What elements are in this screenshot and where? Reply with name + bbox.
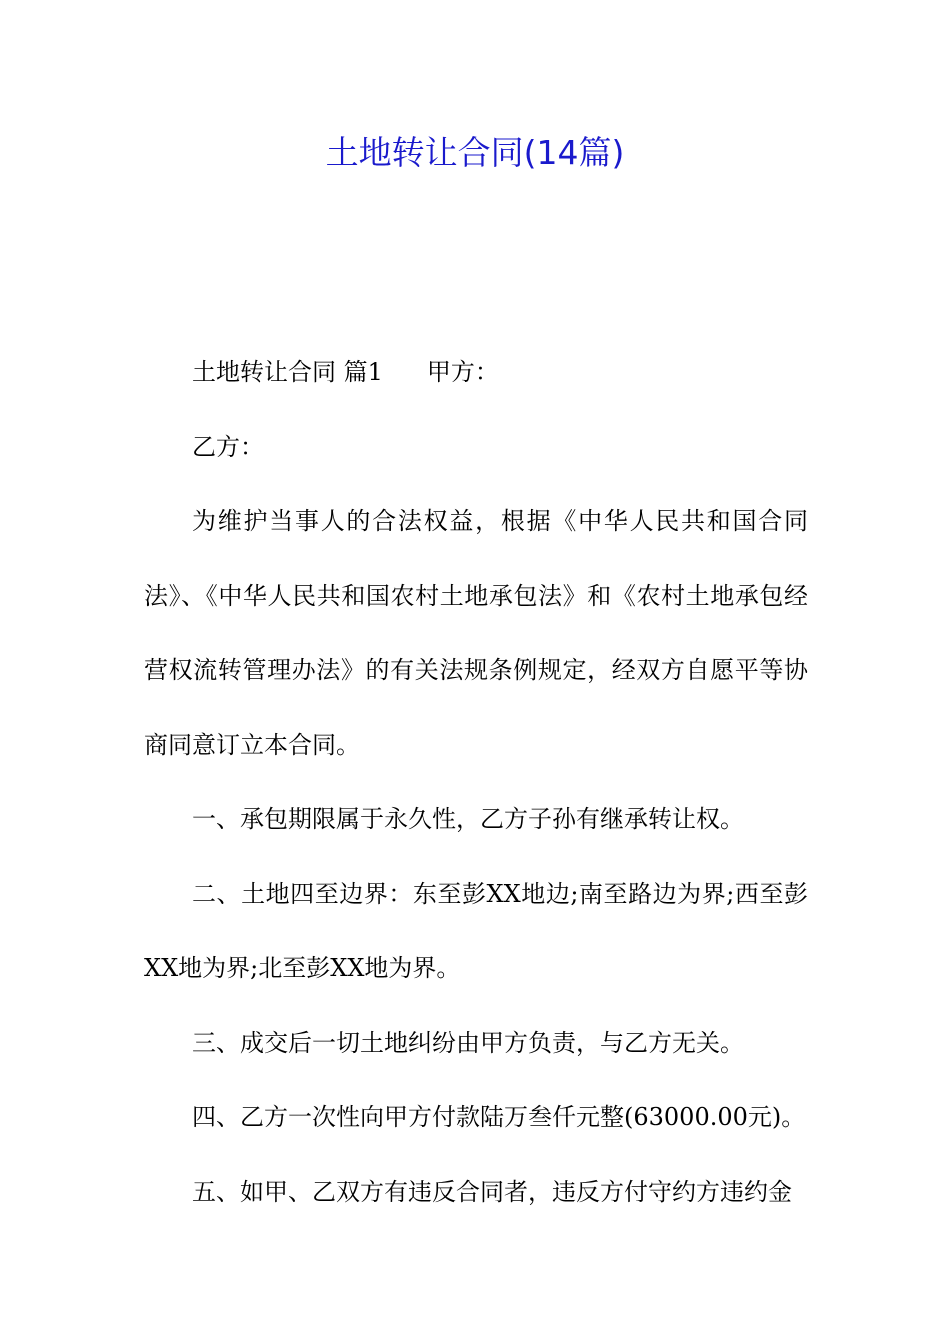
document-title: 土地转让合同(14篇) — [325, 133, 625, 172]
party-b-label: 乙方： — [192, 432, 264, 461]
party-a-label: 甲方： — [426, 358, 499, 386]
heading-line — [144, 335, 808, 410]
paragraph-clause-3: 三、成交后一切土地纠纷由甲方负责，与乙方无关。 — [192, 1028, 744, 1057]
paragraph-preamble: 为维护当事人的合法权益，根据《中华人民共和国合同法》、《中华人民共和国农村土地承包法》和《农村土地承包经营权流转管理办法》的有关法规条例规定，经双方自愿平等协商同意订立本合同。 — [144, 507, 808, 759]
paragraph-clause-5: 五、如甲、乙双方有违反合同者，违反方付守约方违约金 — [192, 1177, 792, 1206]
paragraph-clause-4: 四、乙方一次性向甲方付款陆万叁仟元整(63000.00元)。 — [192, 1103, 806, 1131]
contract-heading: 土地转让合同 篇1 — [192, 358, 383, 386]
document-body — [144, 335, 808, 1229]
paragraph-clause-2: 二、土地四至边界：东至彭XX地边;南至路边为界;西至彭XX地为界;北至彭XX地为界。 — [144, 879, 808, 982]
paragraph-clause-1: 一、承包期限属于永久性，乙方子孙有继承转让权。 — [192, 805, 744, 833]
